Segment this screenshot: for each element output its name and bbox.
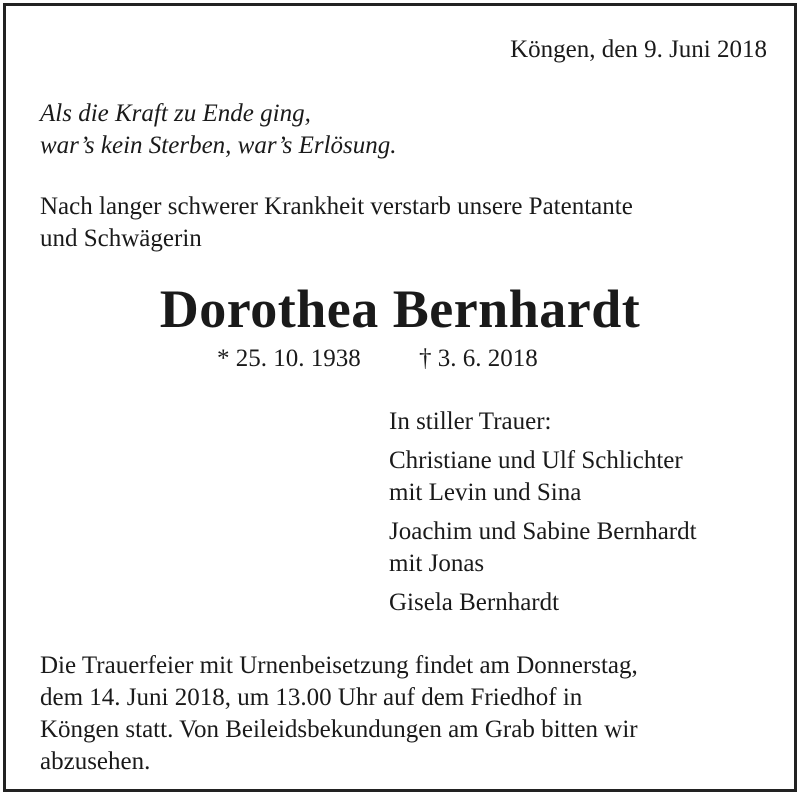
notice-line: Die Trauerfeier mit Urnenbeisetzung findet am Donnerstag,: [40, 652, 638, 679]
deceased-name: Dorothea Bernhardt: [159, 279, 641, 339]
mourner-line: mit Jonas: [389, 550, 485, 577]
intro-line: Nach langer schwerer Krankheit verstarb unsere Patentante: [40, 193, 633, 220]
death-date: † 3. 6. 2018: [419, 345, 538, 372]
motto-line: war’s kein Sterben, war’s Erlösung.: [40, 132, 397, 159]
notice-line: abzusehen.: [40, 748, 151, 775]
mourner-line: Joachim und Sabine Bernhardt: [389, 518, 697, 545]
place-date: Köngen, den 9. Juni 2018: [510, 36, 767, 63]
life-dates: [217, 345, 538, 373]
intro-text: [40, 191, 775, 255]
mourner-group: [389, 445, 697, 509]
motto-line: Als die Kraft zu Ende ging,: [40, 100, 311, 127]
mourner-line: Gisela Bernhardt: [389, 589, 560, 616]
intro-line: und Schwägerin: [40, 225, 202, 252]
mourners-heading: In stiller Trauer:: [389, 408, 552, 435]
birth-date: * 25. 10. 1938: [217, 345, 361, 372]
motto: [40, 98, 397, 162]
mourner-group: [389, 587, 697, 619]
mourner-group: [389, 516, 697, 580]
notice-line: dem 14. Juni 2018, um 13.00 Uhr auf dem Friedhof in: [40, 684, 583, 711]
funeral-notice: [40, 650, 775, 778]
mourner-line: Christiane und Ulf Schlichter: [389, 447, 683, 474]
notice-line: Köngen statt. Von Beileidsbekundungen am Grab bitten wir: [40, 716, 638, 743]
obituary-frame: [3, 3, 797, 792]
mourner-line: mit Levin und Sina: [389, 479, 582, 506]
mourners-block: [389, 406, 697, 626]
